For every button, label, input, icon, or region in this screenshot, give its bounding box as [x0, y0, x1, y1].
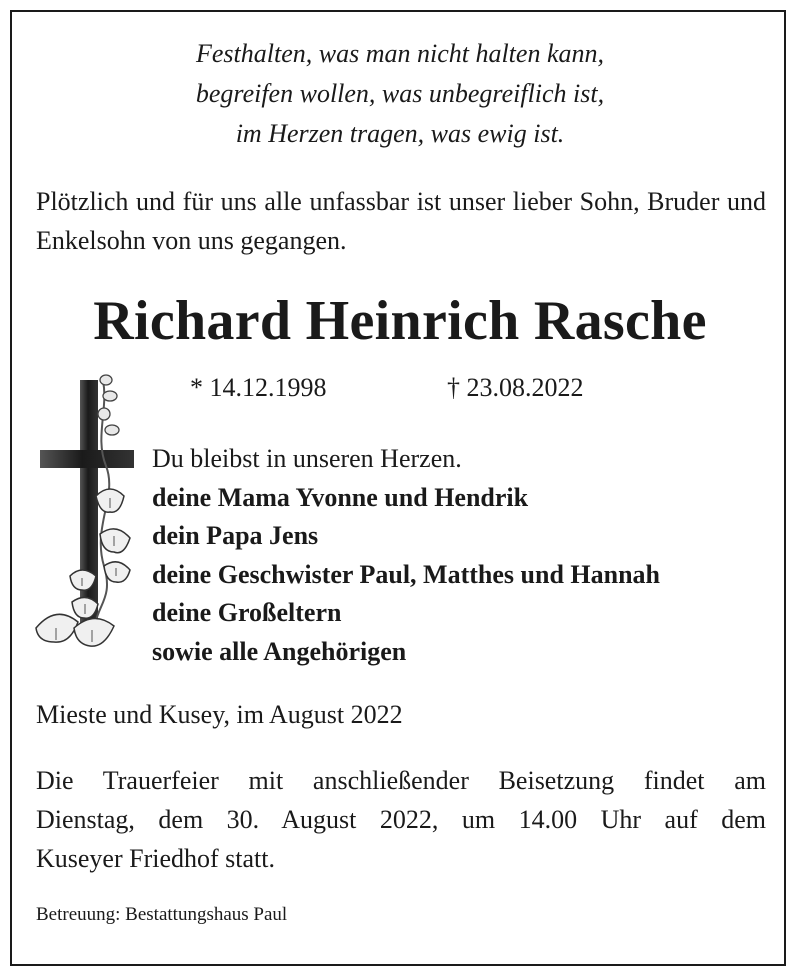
- ceremony-line: Die Trauerfeier mit anschließender Beisetzung findet am: [36, 766, 766, 795]
- ceremony-line: Kuseyer Friedhof statt.: [36, 844, 276, 873]
- mourners-list: [152, 440, 660, 672]
- poem: [12, 34, 788, 154]
- ceremony-line: Dienstag, dem 30. August 2022, um 14.00 Uhr auf dem: [36, 805, 766, 834]
- mourner-line: deine Mama Yvonne und Hendrik: [152, 482, 529, 512]
- intro-text: Plötzlich und für uns alle unfassbar ist unser lieber Sohn, Bruder und Enkelsohn von uns gegangen.: [36, 187, 766, 255]
- mourner-line: deine Großeltern: [152, 598, 342, 628]
- mourner-line: dein Papa Jens: [152, 521, 319, 551]
- mourner-line: sowie alle Angehörigen: [152, 636, 407, 666]
- death-date: † 23.08.2022: [447, 373, 584, 402]
- funeral-home-credit: Betreuung: Bestattungshaus Paul: [36, 904, 288, 925]
- birth-date: * 14.12.1998: [190, 373, 327, 402]
- poem-line: im Herzen tragen, was ewig ist.: [235, 119, 565, 148]
- ceremony-text: [36, 761, 766, 878]
- poem-line: begreifen wollen, was unbegreiflich ist,: [195, 79, 605, 108]
- mourners-opening: Du bleibst in unseren Herzen.: [152, 444, 462, 473]
- poem-line: Festhalten, was man nicht halten kann,: [195, 39, 604, 68]
- cross-with-flowers-icon: [30, 366, 140, 666]
- place-date: Mieste und Kusey, im August 2022: [36, 700, 403, 729]
- mourner-line: deine Geschwister Paul, Matthes und Hannah: [152, 559, 661, 589]
- deceased-name: Richard Heinrich Rasche: [93, 290, 707, 352]
